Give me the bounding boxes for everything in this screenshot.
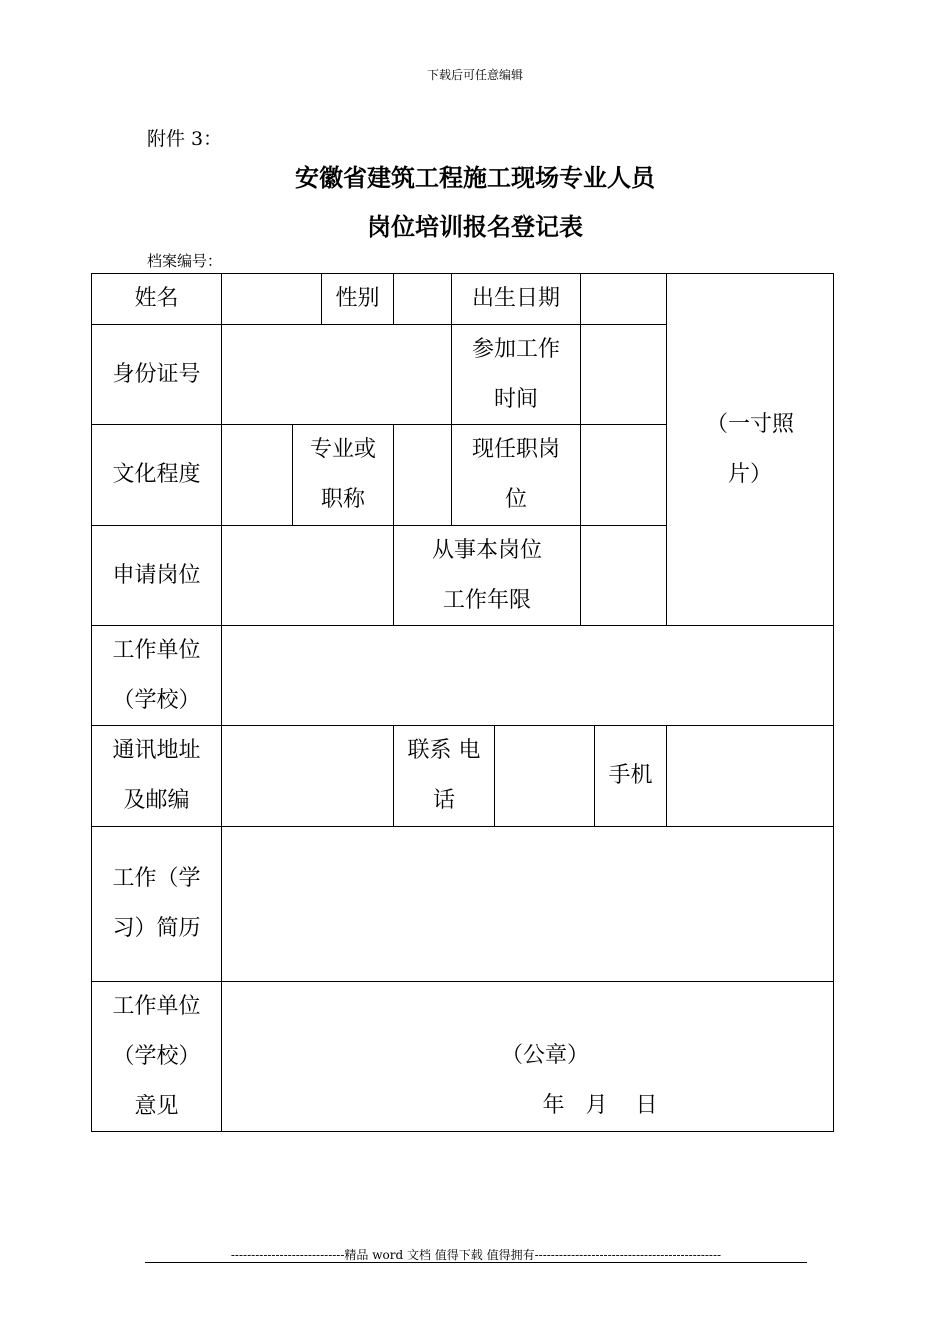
table-border-right — [833, 273, 834, 1132]
years-in-post-label: 从事本岗位 工作年限 — [431, 537, 542, 613]
major-title-label: 专业或 职称 — [309, 437, 376, 512]
seal-label: （公章） — [500, 1043, 589, 1068]
mobile-label: 手机 — [608, 763, 653, 788]
col-line — [393, 273, 394, 325]
col-line — [221, 273, 222, 1132]
resume-label: 工作（学 习）简历 — [112, 866, 201, 941]
footer-note: ----------------------------精品 word 文档 值得下载 值得拥有---------------------------------------------- — [230, 1248, 722, 1262]
col-line — [580, 273, 581, 325]
col-line — [666, 725, 667, 827]
footer-rule — [145, 1262, 807, 1263]
education-label: 文化程度 — [112, 462, 201, 487]
date-label: 年 月 日 — [542, 1093, 658, 1118]
id-number-label: 身份证号 — [112, 361, 201, 387]
col-line — [494, 725, 495, 827]
current-post-label: 现任职岗 位 — [471, 437, 560, 512]
col-line — [580, 324, 581, 425]
file-number-label: 档案编号： — [147, 252, 223, 270]
photo-label: （一寸照 片） — [705, 411, 794, 487]
address-label: 通讯地址 及邮编 — [112, 738, 201, 813]
form-title-line2: 岗位培训报名登记表 — [367, 212, 583, 241]
employer-opinion-label: 工作单位 （学校） 意见 — [112, 993, 201, 1119]
work-start-label: 参加工作 时间 — [471, 336, 560, 412]
birth-date-label: 出生日期 — [471, 286, 560, 311]
attachment-label: 附件 3： — [147, 128, 223, 150]
header-note: 下载后可任意编辑 — [426, 68, 523, 82]
table-border-bottom — [91, 1131, 834, 1132]
form-title-line1: 安徽省建筑工程施工现场专业人员 — [295, 163, 655, 192]
col-line — [393, 424, 394, 526]
phone-label: 联系 电 话 — [407, 738, 481, 813]
name-label: 姓名 — [134, 286, 179, 311]
col-line — [580, 525, 581, 626]
gender-label: 性别 — [335, 286, 380, 311]
col-line — [580, 424, 581, 526]
apply-post-label: 申请岗位 — [112, 562, 201, 588]
employer-label: 工作单位 （学校） — [112, 637, 201, 713]
